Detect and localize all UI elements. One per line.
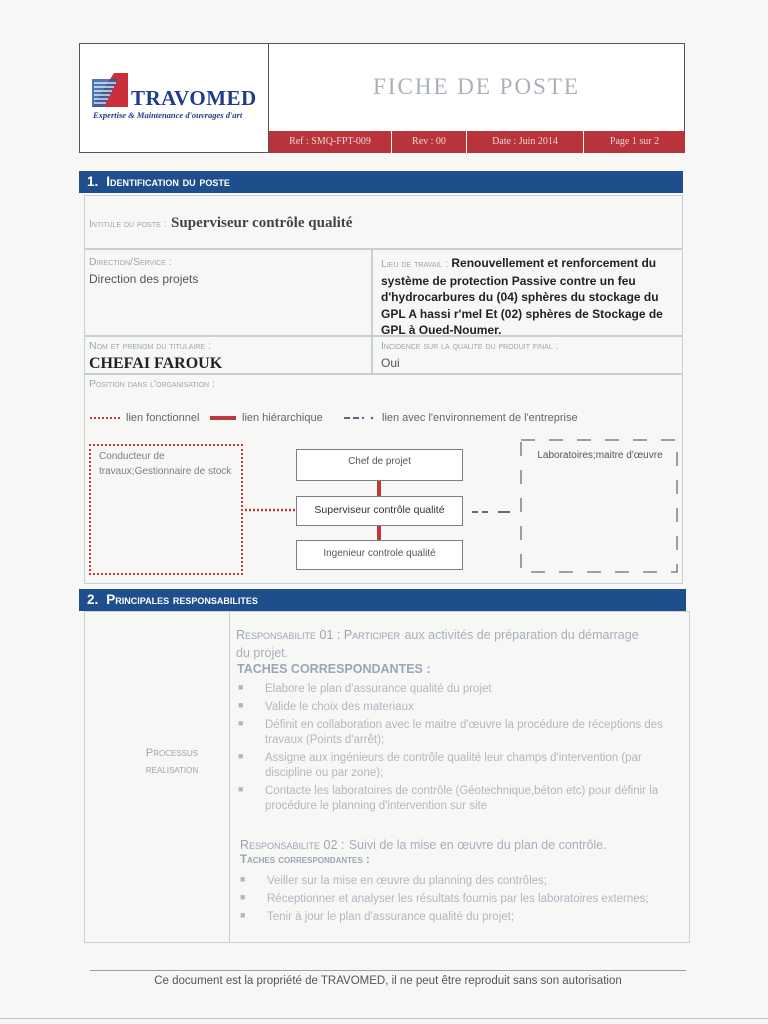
company-tagline: Expertise & Maintenance d'ouvrages d'art — [93, 110, 243, 120]
org-chef-projet: Chef de projet — [296, 449, 463, 481]
tasks1-list — [238, 682, 668, 817]
footer-divider — [90, 970, 686, 971]
list-item: ■ Veiller sur la mise en œuvre du planning des contrôles; — [240, 874, 547, 887]
list-item: ■ Elabore le plan d'assurance qualité du projet — [238, 682, 492, 695]
incidence-value: Oui — [381, 356, 400, 370]
list-item: ■ Définit en collaboration avec le maitre d'œuvre la procédure de réceptions des travaux (Points d'arrêt); — [238, 718, 663, 746]
org-link-hierarchique — [377, 481, 381, 496]
list-item: ■ Réceptionner et analyser les résultats fournis par les laboratoires externes; — [240, 892, 649, 905]
direction-value: Direction des projets — [89, 272, 199, 286]
section-number: 1. — [87, 174, 99, 189]
section-2-header — [79, 589, 686, 611]
incidence-label: Incidence sur la qualite du produit final : — [381, 340, 559, 352]
direction-label: Direction/Service : — [89, 256, 172, 268]
org-link-environnement — [470, 509, 515, 515]
list-item: ■ Tenir à jour le plan d'assurance qualité du projet; — [240, 910, 515, 923]
taches1-heading: TACHES CORRESPONDANTES : — [237, 662, 431, 676]
taches2-heading: Taches correspondantes : — [240, 854, 370, 866]
lieu-cell — [372, 249, 683, 336]
resp1-text: aux activités de préparation du démarrage du projet. — [236, 628, 639, 660]
legend-environnement: lien avec l'environnement de l'entreprise — [382, 412, 578, 424]
table-divider — [229, 611, 230, 943]
page-number: Page 1 sur 2 — [609, 136, 660, 147]
list-item: ■ Contacte les laboratoires de contrôle (Géotechnique,béton etc) pour définir la procédure le planning d'intervention sur site — [238, 784, 659, 812]
page-title: FICHE DE POSTE — [373, 74, 580, 99]
tasks2-list — [240, 874, 660, 928]
org-ingenieur: Ingenieur controle qualité — [296, 540, 463, 570]
revision: Rev : 00 — [392, 131, 467, 153]
company-name: TRAVOMED — [131, 86, 257, 110]
legend-fonctionnel: lien fonctionnel — [126, 412, 200, 424]
date: Date : Juin 2014 — [467, 131, 584, 153]
nom-value: CHEFAI FAROUK — [89, 355, 223, 372]
section-title: Identification du poste — [106, 174, 230, 189]
lieu-label: Lieu de travail : — [381, 258, 449, 270]
resp2-heading: Responsabilite 02 : — [240, 838, 345, 852]
incidence-cell — [372, 336, 683, 374]
org-right-text: Laboratoires;maitre d'œuvre — [537, 450, 663, 461]
nom-cell — [84, 336, 372, 374]
direction-cell — [84, 249, 372, 336]
section-title: Principales responsabilites — [106, 592, 258, 607]
ref-code: Ref : SMQ-FPT-009 — [269, 131, 392, 153]
responsabilite-1 — [236, 626, 656, 662]
org-superviseur: Superviseur contrôle qualité — [296, 496, 463, 526]
list-item: ■ Assigne aux ingénieurs de contrôle qualité leur champs d'intervention (par discipline ou par zone); — [238, 751, 642, 779]
nom-label: Nom et prenom du titulaire : — [89, 340, 211, 352]
intitule-label: Intitule du poste : — [89, 218, 167, 230]
org-link-fonctionnel — [243, 507, 298, 513]
lieu-value: Renouvellement et renforcement du système de protection Passive contre un feu d'hydrocarbures du (04) sphères du stockage du GPL A hassi r'mel Et (02) sphères de Stockage de GPL à Oued-Noumer. — [381, 256, 663, 337]
processus-label: Processus realisation — [145, 747, 199, 776]
position-label: Position dans l'organisation : — [89, 378, 215, 390]
resp2-text: Suivi de la mise en œuvre du plan de contrôle. — [348, 838, 607, 852]
reference-bar — [269, 131, 685, 153]
section-1-header — [79, 171, 683, 193]
legend-hierarchique: lien hiérarchique — [242, 412, 323, 424]
section-number: 2. — [87, 592, 99, 607]
org-left-box — [89, 444, 243, 575]
intitule-row — [84, 195, 683, 249]
page-edge — [0, 1018, 768, 1019]
resp1-heading: Responsabilite 01 : Participer — [236, 628, 401, 642]
travomed-logo-icon — [92, 73, 128, 107]
responsabilite-2 — [240, 836, 660, 854]
org-link-hierarchique-2 — [377, 526, 381, 540]
list-item: ■ Valide le choix des materiaux — [238, 700, 414, 713]
intitule-value: Superviseur contrôle qualité — [171, 215, 353, 231]
org-left-text: Conducteur de travaux;Gestionnaire de stock — [99, 451, 232, 477]
footer-text: Ce document est la propriété de TRAVOMED, il ne peut être reproduit sans son autorisation — [154, 975, 622, 987]
